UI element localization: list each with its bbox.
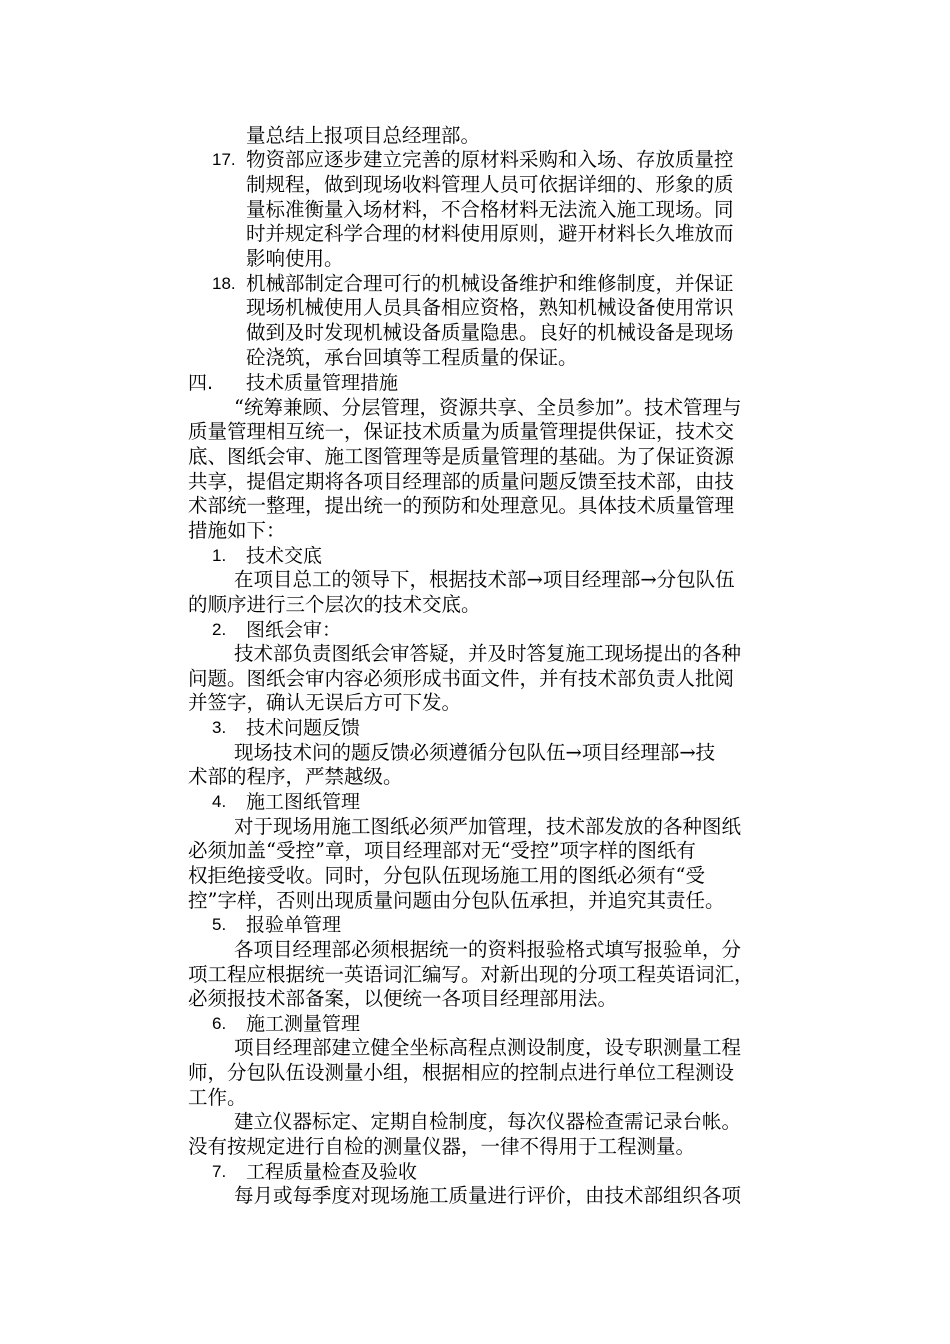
subitem4-number: 4. (212, 792, 227, 811)
item17-line-4: 时并规定科学合理的材料使用原则，避开材料长久堆放而 (246, 222, 734, 245)
item18-line-4: 砼浇筑，承台回填等工程质量的保证。 (246, 346, 578, 369)
subitem5-title: 报验单管理 (246, 914, 342, 936)
subitem6-number: 6. (212, 1014, 227, 1033)
item17-number: 17. (212, 150, 236, 169)
subitem3-line-1: 现场技术问的题反馈必须遵循分包队伍→项目经理部→技 (234, 741, 716, 764)
subitem7-number: 7. (212, 1162, 227, 1181)
subitem5-line-3: 必须报技术部备案，以便统一各项目经理部用法。 (188, 987, 618, 1010)
subitem6-line-2: 师，分包队伍设测量小组，根据相应的控制点进行单位工程测设 (188, 1061, 735, 1084)
subitem6-line-3: 工作。 (188, 1086, 247, 1109)
item18-line-1: 机械部制定合理可行的机械设备维护和维修制度，并保证 (246, 272, 734, 295)
subitem4-line-3: 权拒绝接受收。同时，分包队伍现场施工用的图纸必须有“受 (188, 864, 705, 887)
item18-line-2: 现场机械使用人员具备相应资格，熟知机械设备使用常识 (246, 296, 734, 319)
item17-line-5: 影响使用。 (246, 247, 344, 270)
subitem4-title: 施工图纸管理 (246, 791, 361, 813)
section4-intro-line-6: 措施如下： (188, 519, 286, 542)
subitem4-line-1: 对于现场用施工图纸必须严加管理，技术部发放的各种图纸 (234, 815, 742, 838)
subitem6-line-1: 项目经理部建立健全坐标高程点测设制度，设专职测量工程 (234, 1036, 742, 1059)
subitem1-line-1: 在项目总工的领导下，根据技术部→项目经理部→分包队伍 (234, 568, 735, 591)
section4-intro-line-5: 术部统一整理，提出统一的预防和处理意见。具体技术质量管理 (188, 494, 735, 517)
subitem2-line-2: 问题。图纸会审内容必须形成书面文件，并有技术部负责人批阅 (188, 667, 735, 690)
subitem6-line-5: 没有按规定进行自检的测量仪器，一律不得用于工程测量。 (188, 1135, 696, 1158)
item18-line-3: 做到及时发现机械设备质量隐患。良好的机械设备是现场 (246, 321, 734, 344)
section4-number: 四. (188, 372, 214, 394)
section4-intro-line-1: “统筹兼顾、分层管理，资源共享、全员参加”。技术管理与 (234, 396, 742, 419)
subitem3-number: 3. (212, 718, 227, 737)
section4-intro-line-4: 共享，提倡定期将各项目经理部的质量问题反馈至技术部，由技 (188, 470, 735, 493)
subitem3-title: 技术问题反馈 (246, 717, 361, 739)
subitem1-title: 技术交底 (246, 545, 323, 567)
subitem4-line-4: 控”字样，否则出现质量问题由分包队伍承担，并追究其责任。 (188, 889, 725, 912)
subitem6-title: 施工测量管理 (246, 1013, 361, 1035)
section4-intro-line-3: 底、图纸会审、施工图管理等是质量管理的基础。为了保证资源 (188, 445, 735, 468)
subitem7-title: 工程质量检查及验收 (246, 1161, 418, 1183)
section4-intro-line-2: 质量管理相互统一，保证技术质量为质量管理提供保证，技术交 (188, 420, 735, 443)
subitem1-number: 1. (212, 546, 227, 565)
subitem3-line-2: 术部的程序，严禁越级。 (188, 765, 403, 788)
item17-line-2: 制规程，做到现场收料管理人员可依据详细的、形象的质 (246, 173, 734, 196)
item16-line-1: 量总结上报项目总经理部。 (246, 124, 481, 147)
subitem4-line-2: 必须加盖“受控”章，项目经理部对无“受控”项字样的图纸有 (188, 839, 696, 862)
subitem5-line-2: 项工程应根据统一英语词汇编写。对新出现的分项工程英语词汇， (188, 963, 754, 986)
section4-title: 技术质量管理措施 (246, 372, 399, 394)
item17-line-1: 物资部应逐步建立完善的原材料采购和入场、存放质量控 (246, 148, 734, 171)
subitem5-line-1: 各项目经理部必须根据统一的资料报验格式填写报验单，分 (234, 938, 742, 961)
subitem5-number: 5. (212, 915, 227, 934)
subitem2-line-1: 技术部负责图纸会审答疑，并及时答复施工现场提出的各种 (234, 642, 742, 665)
subitem6-line-4: 建立仪器标定、定期自检制度，每次仪器检查需记录台帐。 (234, 1110, 742, 1133)
subitem2-title: 图纸会审： (246, 619, 342, 641)
subitem7-line-1: 每月或每季度对现场施工质量进行评价，由技术部组织各项 (234, 1184, 742, 1207)
item18-number: 18. (212, 274, 236, 293)
subitem2-line-3: 并签字，确认无误后方可下发。 (188, 691, 462, 714)
item17-line-3: 量标准衡量入场材料，不合格材料无法流入施工现场。同 (246, 198, 734, 221)
subitem1-line-2: 的顺序进行三个层次的技术交底。 (188, 593, 481, 616)
subitem2-number: 2. (212, 620, 227, 639)
